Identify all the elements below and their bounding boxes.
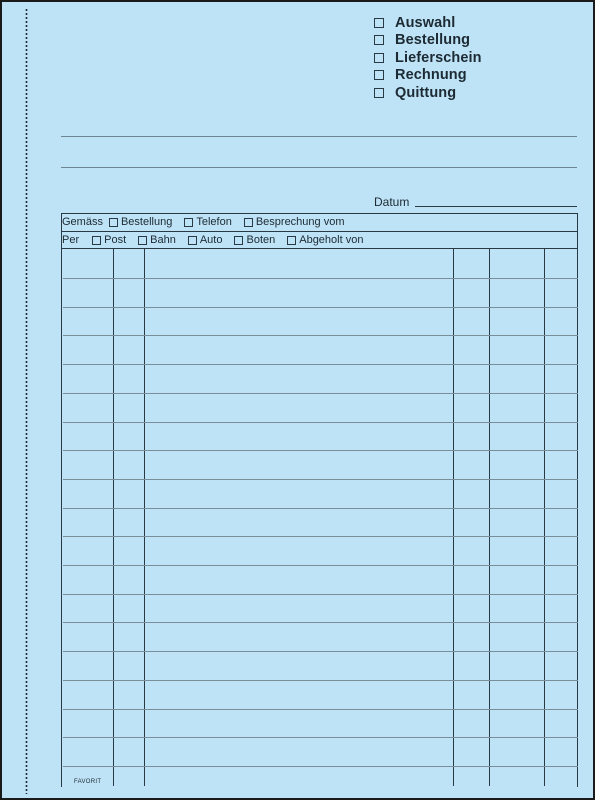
table-row[interactable] bbox=[63, 594, 578, 595]
doctype-lieferschein[interactable] bbox=[374, 49, 482, 67]
column-divider bbox=[453, 249, 454, 786]
address-line-2[interactable] bbox=[61, 167, 577, 168]
option-label: Boten bbox=[246, 234, 276, 246]
checkbox-icon[interactable] bbox=[374, 53, 384, 63]
table-row[interactable] bbox=[63, 536, 578, 537]
table-header-separator bbox=[62, 248, 578, 249]
table-row[interactable] bbox=[63, 307, 578, 308]
document-type-list bbox=[374, 14, 482, 102]
doctype-quittung[interactable] bbox=[374, 84, 482, 102]
table-row[interactable] bbox=[63, 737, 578, 738]
table-row[interactable] bbox=[63, 278, 578, 279]
checkbox-icon[interactable] bbox=[92, 236, 101, 245]
doctype-label: Auswahl bbox=[395, 14, 456, 31]
checkbox-icon[interactable] bbox=[244, 218, 253, 227]
items-table-frame bbox=[61, 213, 578, 787]
checkbox-icon[interactable] bbox=[109, 218, 118, 227]
address-line-1[interactable] bbox=[61, 136, 577, 137]
doctype-label: Rechnung bbox=[395, 67, 467, 84]
option-telefon[interactable] bbox=[184, 216, 231, 228]
option-auto[interactable] bbox=[188, 234, 223, 246]
option-abgeholt[interactable] bbox=[287, 234, 363, 246]
option-besprechung[interactable] bbox=[244, 216, 345, 228]
option-label: Bestellung bbox=[120, 216, 173, 228]
column-divider bbox=[489, 249, 490, 786]
doctype-rechnung[interactable] bbox=[374, 67, 482, 85]
table-row[interactable] bbox=[63, 565, 578, 566]
option-label: Telefon bbox=[196, 216, 232, 228]
table-row[interactable] bbox=[63, 479, 578, 480]
perforation-strip bbox=[25, 8, 28, 794]
per-row bbox=[62, 232, 375, 248]
checkbox-icon[interactable] bbox=[374, 18, 384, 28]
table-row[interactable] bbox=[63, 508, 578, 509]
checkbox-icon[interactable] bbox=[374, 88, 384, 98]
option-boten[interactable] bbox=[234, 234, 275, 246]
checkbox-icon[interactable] bbox=[184, 218, 193, 227]
checkbox-icon[interactable] bbox=[287, 236, 296, 245]
option-bahn[interactable] bbox=[138, 234, 176, 246]
datum-field[interactable] bbox=[415, 206, 577, 207]
option-label: Post bbox=[104, 234, 127, 246]
option-label: Abgeholt von bbox=[299, 234, 364, 246]
doctype-label: Bestellung bbox=[395, 32, 471, 49]
table-row[interactable] bbox=[63, 766, 578, 767]
table-row[interactable] bbox=[63, 709, 578, 710]
checkbox-icon[interactable] bbox=[138, 236, 147, 245]
option-label: Bahn bbox=[150, 234, 176, 246]
table-row[interactable] bbox=[63, 622, 578, 623]
table-row[interactable] bbox=[63, 422, 578, 423]
doctype-bestellung[interactable] bbox=[374, 32, 482, 50]
option-label: Besprechung vom bbox=[255, 216, 345, 228]
column-divider bbox=[544, 249, 545, 786]
table-row[interactable] bbox=[63, 680, 578, 681]
checkbox-icon[interactable] bbox=[188, 236, 197, 245]
datum-label: Datum bbox=[374, 195, 410, 209]
gemaess-label: Gemäss bbox=[62, 216, 103, 228]
column-divider bbox=[113, 249, 114, 786]
checkbox-icon[interactable] bbox=[234, 236, 243, 245]
doctype-label: Lieferschein bbox=[395, 49, 482, 66]
table-row[interactable] bbox=[63, 364, 578, 365]
form-sheet bbox=[2, 2, 593, 798]
per-label: Per bbox=[62, 234, 80, 246]
column-divider bbox=[144, 249, 145, 786]
table-row[interactable] bbox=[63, 651, 578, 652]
table-row[interactable] bbox=[63, 335, 578, 336]
option-label: Auto bbox=[199, 234, 223, 246]
doctype-label: Quittung bbox=[395, 84, 457, 101]
option-bestellung[interactable] bbox=[109, 216, 172, 228]
checkbox-icon[interactable] bbox=[374, 70, 384, 80]
checkbox-icon[interactable] bbox=[374, 35, 384, 45]
option-post[interactable] bbox=[92, 234, 126, 246]
table-row[interactable] bbox=[63, 450, 578, 451]
gemaess-row bbox=[62, 214, 357, 230]
doctype-auswahl[interactable] bbox=[374, 14, 482, 32]
brand-label: FAVORIT bbox=[74, 779, 102, 785]
table-row[interactable] bbox=[63, 393, 578, 394]
